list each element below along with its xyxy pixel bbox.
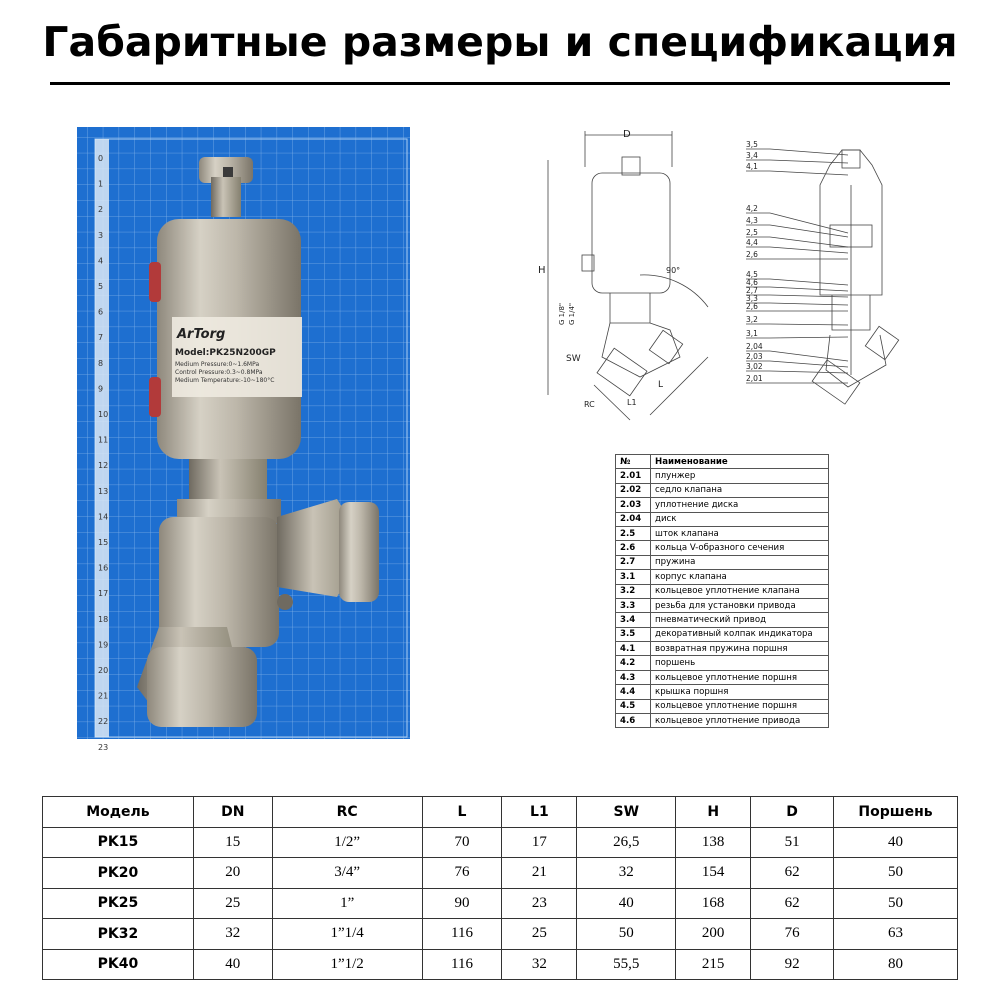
- part-name: шток клапана: [651, 526, 829, 540]
- part-name: возвратная пружина поршня: [651, 642, 829, 656]
- part-number-label: 3,1: [746, 329, 758, 338]
- spec-cell: 32: [502, 949, 577, 980]
- part-name: пружина: [651, 555, 829, 569]
- part-number-label: 4,3: [746, 216, 758, 225]
- spec-model-cell: PK20: [43, 858, 194, 889]
- part-name: крышка поршня: [651, 685, 829, 699]
- parts-row: [616, 469, 829, 483]
- spec-cell: 138: [676, 827, 751, 858]
- label-h: H: [538, 265, 546, 276]
- ruler-number: 6: [98, 307, 104, 317]
- parts-row: [616, 699, 829, 713]
- spec-header-cell: L1: [502, 797, 577, 828]
- part-number: 3.5: [616, 627, 651, 641]
- label-l1: L1: [627, 398, 637, 407]
- title-divider: [50, 82, 950, 85]
- ruler-number: 20: [98, 666, 109, 675]
- spec-cell: 63: [834, 919, 958, 950]
- section-view: [746, 140, 899, 404]
- part-name: диск: [651, 512, 829, 526]
- parts-row: [616, 627, 829, 641]
- spec-cell: 92: [751, 949, 834, 980]
- leader-line: [770, 247, 848, 253]
- ruler-number: 14: [98, 512, 109, 522]
- part-number: 2.04: [616, 512, 651, 526]
- spec-table: [42, 796, 958, 980]
- spec-cell: 116: [422, 919, 502, 950]
- parts-row: [616, 656, 829, 670]
- ruler-number: 10: [98, 410, 109, 419]
- spec-cell: 55,5: [577, 949, 676, 980]
- spec-cell: 62: [751, 888, 834, 919]
- spec-cell: 1”1/4: [272, 919, 422, 950]
- brand-label: ArTorg: [177, 327, 226, 342]
- part-name: кольцевое уплотнение поршня: [651, 670, 829, 684]
- part-number-label: 2,01: [746, 374, 763, 383]
- leader-line: [770, 351, 848, 361]
- parts-header-name: Наименование: [651, 455, 829, 469]
- part-name: корпус клапана: [651, 570, 829, 584]
- ruler-number: 22: [98, 717, 109, 727]
- spec-cell: 32: [193, 919, 272, 950]
- spec-cell: 50: [834, 858, 958, 889]
- parts-row: [616, 483, 829, 497]
- parts-row: [616, 512, 829, 526]
- spec-cell: 20: [193, 858, 272, 889]
- spec-header-cell: Модель: [43, 797, 194, 828]
- spec-cell: 26,5: [577, 827, 676, 858]
- parts-row: [616, 570, 829, 584]
- part-number-label: 4,5: [746, 270, 758, 279]
- spec-row: [43, 919, 958, 950]
- ruler-number: 4: [98, 256, 104, 266]
- part-name: пневматический привод: [651, 613, 829, 627]
- part-number: 2.7: [616, 555, 651, 569]
- part-number-label: 3,4: [746, 151, 758, 160]
- ruler-number: 3: [98, 230, 104, 240]
- spec-cell: 17: [502, 827, 577, 858]
- label-rc: RC: [584, 400, 595, 409]
- parts-row: [616, 714, 829, 728]
- part-number: 3.4: [616, 613, 651, 627]
- leader-line: [770, 287, 848, 291]
- part-number-label: 2,5: [746, 228, 758, 237]
- parts-header-row: [616, 455, 829, 469]
- spec-cell: 1”1/2: [272, 949, 422, 980]
- parts-row: [616, 498, 829, 512]
- spec-row: [43, 858, 958, 889]
- spec-cell: 76: [751, 919, 834, 950]
- part-number-label: 4,4: [746, 238, 758, 247]
- spec-line-2: Control Pressure:0.3~0.8MPa: [175, 369, 263, 376]
- ruler-number: 0: [98, 154, 104, 163]
- leader-line: [770, 361, 848, 367]
- part-number-label: 3,3: [746, 294, 758, 303]
- part-name: резьба для установки привода: [651, 598, 829, 612]
- spec-line-1: Medium Pressure:0~1.6MPa: [175, 361, 260, 368]
- ruler-number: 15: [98, 538, 109, 547]
- spec-cell: 154: [676, 858, 751, 889]
- spec-cell: 116: [422, 949, 502, 980]
- spec-cell: 200: [676, 919, 751, 950]
- part-number-label: 2,6: [746, 302, 758, 311]
- ruler-number: 23: [98, 742, 109, 752]
- parts-row: [616, 670, 829, 684]
- spec-header-cell: RC: [272, 797, 422, 828]
- leader-line: [770, 237, 848, 247]
- label-g14: G 1/4": [568, 302, 576, 325]
- spec-header-cell: H: [676, 797, 751, 828]
- spec-cell: 1/2”: [272, 827, 422, 858]
- model-label: Model:PK25N200GP: [175, 348, 276, 358]
- page-title: Габаритные размеры и спецификация: [42, 18, 958, 66]
- ruler-number: 21: [98, 691, 109, 701]
- part-number: 4.6: [616, 714, 651, 728]
- technical-drawing: [530, 125, 900, 425]
- spec-header-row: [43, 797, 958, 828]
- spec-cell: 3/4”: [272, 858, 422, 889]
- leader-line: [770, 160, 848, 163]
- spec-line-3: Medium Temperature:-10~180°C: [175, 377, 275, 384]
- spec-header-cell: L: [422, 797, 502, 828]
- part-number: 4.3: [616, 670, 651, 684]
- leader-line: [770, 303, 848, 305]
- ruler-number: 18: [98, 614, 109, 624]
- part-number-labels: [746, 140, 848, 383]
- ruler-number: 17: [98, 589, 109, 599]
- part-number: 2.03: [616, 498, 651, 512]
- part-name: декоративный колпак индикатора: [651, 627, 829, 641]
- ruler-number: 5: [98, 282, 104, 291]
- part-number: 2.5: [616, 526, 651, 540]
- parts-table: [615, 454, 829, 728]
- part-name: кольцевое уплотнение клапана: [651, 584, 829, 598]
- spec-row: [43, 949, 958, 980]
- spec-header-cell: D: [751, 797, 834, 828]
- ruler-number: 16: [98, 563, 109, 573]
- label-sw: SW: [566, 354, 581, 364]
- spec-model-cell: PK40: [43, 949, 194, 980]
- spec-cell: 50: [834, 888, 958, 919]
- part-name: седло клапана: [651, 483, 829, 497]
- part-number-label: 3,02: [746, 362, 763, 371]
- leader-line: [770, 337, 848, 338]
- part-number: 3.3: [616, 598, 651, 612]
- spec-cell: 15: [193, 827, 272, 858]
- spec-cell: 40: [834, 827, 958, 858]
- spec-header-cell: Поршень: [834, 797, 958, 828]
- spec-model-cell: PK32: [43, 919, 194, 950]
- ruler-number: 1: [98, 179, 104, 189]
- part-number: 2.6: [616, 541, 651, 555]
- spec-cell: 80: [834, 949, 958, 980]
- part-name: кольцевое уплотнение поршня: [651, 699, 829, 713]
- leader-line: [770, 279, 848, 285]
- spec-header-cell: DN: [193, 797, 272, 828]
- ruler-number: 7: [98, 333, 104, 343]
- part-name: поршень: [651, 656, 829, 670]
- part-number-label: 2,04: [746, 342, 763, 351]
- parts-header-num: №: [616, 455, 651, 469]
- spec-cell: 40: [193, 949, 272, 980]
- ruler-number: 8: [98, 358, 104, 368]
- ruler-number: 9: [98, 384, 104, 394]
- parts-row: [616, 685, 829, 699]
- spec-header-cell: SW: [577, 797, 676, 828]
- leader-line: [770, 225, 848, 237]
- spec-cell: 40: [577, 888, 676, 919]
- parts-row: [616, 598, 829, 612]
- ruler-number: 11: [98, 435, 109, 445]
- spec-cell: 23: [502, 888, 577, 919]
- part-name: кольца V-образного сечения: [651, 541, 829, 555]
- spec-cell: 21: [502, 858, 577, 889]
- part-name: уплотнение диска: [651, 498, 829, 512]
- part-number: 3.1: [616, 570, 651, 584]
- label-l: L: [658, 380, 664, 390]
- spec-cell: 25: [193, 888, 272, 919]
- parts-row: [616, 613, 829, 627]
- spec-cell: 50: [577, 919, 676, 950]
- label-d: D: [623, 129, 631, 140]
- leader-line: [770, 213, 848, 233]
- part-number: 4.4: [616, 685, 651, 699]
- part-number-label: 4,2: [746, 204, 758, 213]
- part-number-label: 3,2: [746, 315, 758, 324]
- spec-model-cell: PK25: [43, 888, 194, 919]
- leader-line: [770, 171, 848, 175]
- spec-model-cell: PK15: [43, 827, 194, 858]
- part-number: 4.5: [616, 699, 651, 713]
- leader-line: [770, 149, 848, 155]
- label-angle: 90°: [666, 266, 681, 275]
- part-name: кольцевое уплотнение привода: [651, 714, 829, 728]
- part-number-label: 2,7: [746, 286, 758, 295]
- spec-cell: 168: [676, 888, 751, 919]
- spec-cell: 90: [422, 888, 502, 919]
- part-name: плунжер: [651, 469, 829, 483]
- part-number: 3.2: [616, 584, 651, 598]
- part-number-label: 3,5: [746, 140, 758, 149]
- spec-row: [43, 888, 958, 919]
- leader-line: [770, 324, 848, 325]
- parts-row: [616, 584, 829, 598]
- spec-cell: 51: [751, 827, 834, 858]
- part-number: 4.1: [616, 642, 651, 656]
- part-number: 2.02: [616, 483, 651, 497]
- parts-row: [616, 541, 829, 555]
- label-g18: G 1/8": [558, 302, 566, 325]
- parts-row: [616, 526, 829, 540]
- spec-row: [43, 827, 958, 858]
- ruler-number: 2: [98, 205, 104, 215]
- spec-cell: 62: [751, 858, 834, 889]
- part-number-label: 4,6: [746, 278, 758, 287]
- ruler-number: 19: [98, 640, 109, 650]
- part-number-label: 2,03: [746, 352, 763, 361]
- part-number-label: 2,6: [746, 250, 758, 259]
- spec-cell: 76: [422, 858, 502, 889]
- part-number: 4.2: [616, 656, 651, 670]
- spec-cell: 25: [502, 919, 577, 950]
- parts-row: [616, 642, 829, 656]
- parts-row: [616, 555, 829, 569]
- spec-cell: 32: [577, 858, 676, 889]
- ruler-number: 12: [98, 461, 109, 471]
- part-number-label: 4,1: [746, 162, 758, 171]
- part-number: 2.01: [616, 469, 651, 483]
- dimension-view: [538, 129, 708, 420]
- spec-cell: 1”: [272, 888, 422, 919]
- leader-line: [770, 371, 848, 373]
- valve-photo: [77, 127, 410, 752]
- spec-cell: 215: [676, 949, 751, 980]
- spec-cell: 70: [422, 827, 502, 858]
- ruler-number: 13: [98, 486, 109, 496]
